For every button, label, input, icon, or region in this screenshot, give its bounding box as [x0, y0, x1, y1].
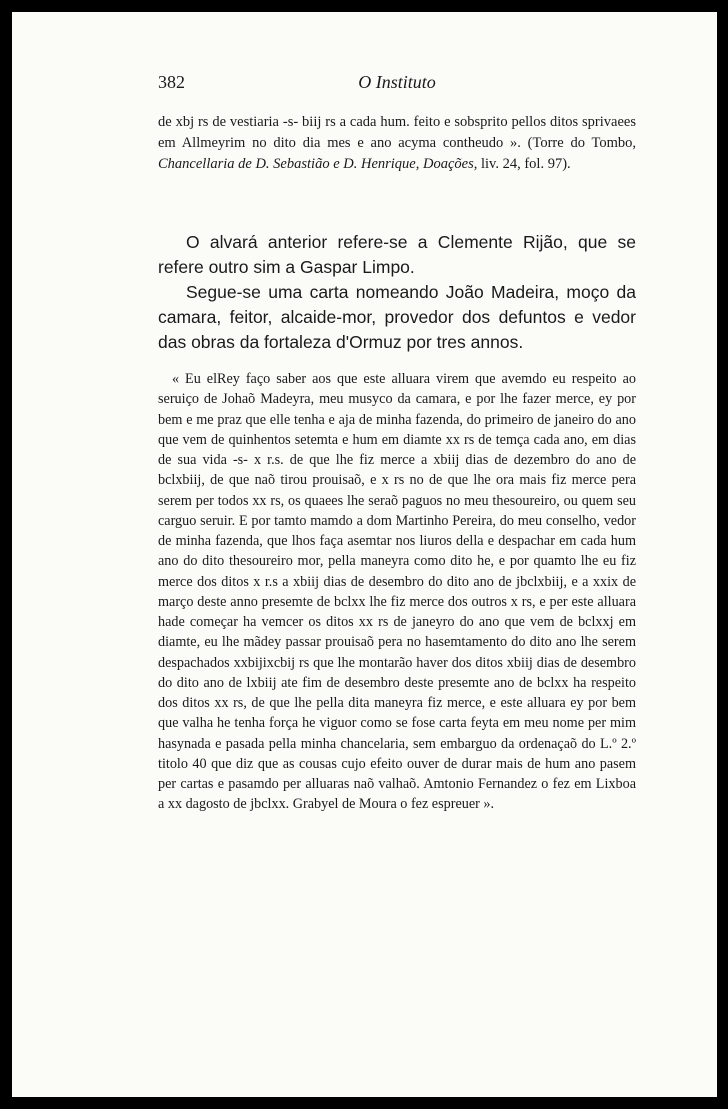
archive-reference: , liv. 24, fol. 97).	[473, 156, 571, 172]
body-paragraph: O alvará anterior refere-se a Clemente Rijão, que se refere outro sim a Gaspar Limpo.	[158, 232, 636, 277]
page-header	[158, 72, 636, 96]
archive-source: Chancellaria de D. Sebastião e D. Henrique, Doações	[158, 156, 474, 172]
book-page	[12, 12, 717, 1097]
running-title: O Instituto	[358, 72, 436, 92]
page-number: 382	[158, 72, 185, 92]
quote-tail-text: de xbj rs de vestiaria -s- biij rs a cada hum. feito e sobsprito pellos ditos sprivaees em Allmeyrim no dito dia mes e ano acyma contheudo ». (Torre do Tombo,	[158, 114, 636, 151]
quote-continuation	[158, 112, 636, 175]
royal-charter-quote: « Eu elRey faço saber aos que este alluara virem que avemdo eu respeito ao seruiço de Johaõ Madeyra, meu musyco da camara, e por lhe fazer merce, ey por bem e me praz que elle tenha e aja de minha fazenda, do primeiro de janeiro do ano que vem de quinhentos setemta e hum em diamte xx rs de temça cada ano, em dias de sua vida -s- x r.s. de que lhe fiz merce a xbiij dias de dezembro do ano de bclxbiij, de que naõ tirou prouisaõ, e x rs no de que lhe ora mais fiz merce pera serem per todos xx rs, os quaees lhe seraõ paguos no meu thesoureiro, ou quem seu carguo seruir. E por tamto mamdo a dom Martinho Pereira, do meu conselho, vedor de minha fazenda, que lhos faça asemtar nos liuros della e despachar em cada hum ano do dito thesoureiro mor, pella maneyra como dito he, e por quamto lhe eu fiz merce dos ditos x r.s a xbiij dias de desembro do dito ano de jbclxbiij, e a xxix de março deste anno presemte de bclxx lhe fiz merce dos outros x rs, e per este alluara hade começar ha vemcer os ditos xx rs de janeyro do ano que vem de bclxxj em diamte, eu lhe mãdey passar prouisaõ pera no hasemtamento do dito ano lhe serem despachados xxbijixcbij rs que lhe montarão haver dos ditos xbiij dias de desembro do dito ano de lxbiij ate fim de desembro deste presemte ano de bclxx ha respeito dos ditos xx rs, de que lhe pella dita maneyra fiz merce, e este alluara ey por bem que valha he tenha força he viguor como se fose carta feyta em meu nome per mim hasynada e pasada pella minha chancelaria, sem embarguo da ordenaçaõ do L.º 2.º titolo 40 que diz que as cousas cujo efeito ouver de durar mais de hum ano pasem per cartas e pasamdo per alluaras naõ valhaõ. Amtonio Fernandez o fez em Lixboa a xx dagosto de jbclxx. Grabyel de Moura o fez espreuer ».	[158, 371, 636, 813]
body-paragraph: Segue-se uma carta nomeando João Madeira, moço da camara, feitor, alcaide-mor, provedor dos defuntos e vedor das obras da fortaleza d'Ormuz por tres annos.	[158, 282, 636, 352]
